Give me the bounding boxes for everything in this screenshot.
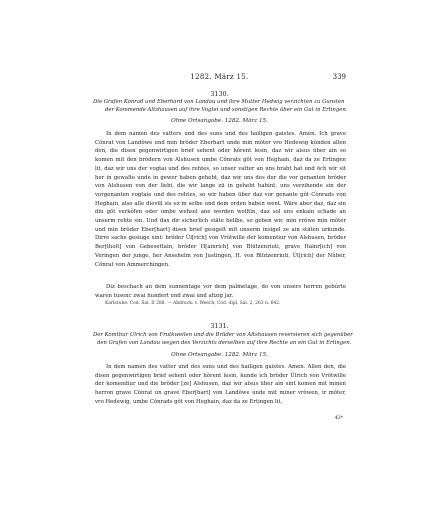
- document-summary-2-line-1: Der Komthur Ulrich von Frutkweilen und die Brüder von Altshausen reversieren sich gegenüber: [93, 332, 353, 338]
- place-date-line-2: [0, 352, 439, 358]
- document-body-continued: [95, 283, 346, 300]
- body-paragraph-2: Diz beschach an dem sunnentage vor dem palmetage, do von unsers herren gebúrte waren tusenc zwai hundert und zwai und ahzig jar.: [95, 284, 346, 299]
- document-number-2: 3131.: [210, 322, 229, 330]
- document-body-2: [95, 363, 346, 407]
- body-paragraph: In dem namen des vatters und des suns und des hailigen gaistes. Amen. Ich grave Cŏnrat von Landŏwe und min brŏder Eberhart unde min mŏter vro Hedewig kŭnden allen den, die disen gegenwirtigen brief sehent oder hŏrent lesin, daz wir alsus über ain so komen mit den brŏdern von Alshusen umbe Cŏnrats gŏt von Heghain, daz da ze Ertingen lit, daz wir uns der vogtai und des rehtes, so unser vatter an uns braht hat und öch wir sit her in gewalte unde in gewer haben gehebt, daz wir uns des dur die vor genanten brŏder von Alshusen von der liebi, die wir lange zü in gehebt habint, uns verzihende sin der vorgenanten vogtaie und des rehtes, so wir haben über daz vor genante gŏt Cŏnrads von Heghain, also alle dievill sis ez in selbe und dem orden haben went. Wäre aber daz, daz sin diu gŏt verkŏfen oder umbe wehsel ane werden wolltin, daz sol uns enkain schade an unserm rehte sin. Und dax dir sicherlich stäte belibe, so geben wir, min vrŏwe min mŏter und min brŏder Eber[hart] disen brief gesigelt mit unserm insigel ze ain stäten urkunde. Dirre sache gesiuge sint: brŏder Ŭl[rich] von Vrŏtwille der komentiur von Alshusen, brŏder Ber[tholt] von Gebesettain, brŏder H[ainrich] von Blützenriuti, grave Hainr[ich] von Veringen der junge, her Ansehelm von Justingen, H. von Blützenriuti, Ŭl[rich] der Nŭber, Cŏnrat von Ammerchingen.: [95, 131, 346, 268]
- running-header-date: 1282. März 15.: [190, 73, 249, 81]
- document-summary-2-line-2: den Grafen von Landau wegen des Verzichts derselben auf ihre Rechte an ein Gut in Ertingen.: [97, 340, 352, 346]
- document-number: 3130.: [210, 90, 229, 98]
- source-note: Karlsruhe. Cod. Sal. II 288. — Abdruck: v. Weech, Cod. dipl. Sal. 2, 263 n. 642.: [105, 301, 281, 306]
- document-body: [95, 130, 346, 269]
- place-date-text: Ohne Ortsangabe. 1282. März 15.: [171, 118, 268, 124]
- signature-mark: 43*: [334, 416, 343, 421]
- document-summary-line-1: Die Grafen Konrad und Eberhard von Landau und ihre Mutter Hedwig verzichten zu Gunsten: [93, 99, 345, 105]
- body-paragraph-3: In dem namen des vatter und des suns und des hailigen gaistes. Amen. Allen den, die disen gegenwirtigen brief sehent oder hŏrent lesin, kunde ich brŏder Ŭlrich von Vrŏtwille der komendiur und die brŏder [ze] Alshusen, daz wir alsus über ain sint komen mit minen herron grave Cŏnrat un grave Eber[hart] von Landŏwe unde mit miner vrŏwen, ir mŏter, vro Hedewig, umbe Cŏnrads gŏt von Heghain, daz da ze Ertingen lit,: [95, 364, 346, 405]
- page-number: 339: [332, 73, 346, 81]
- document-summary-line-2: der Kommende Altshausen auf ihre Vogtei und sonstigen Rechte über ein Gut in Ertingen.: [105, 107, 348, 113]
- place-date-text-2: Ohne Ortsangabe. 1282. März 15.: [171, 352, 268, 358]
- place-date-line: [0, 118, 439, 124]
